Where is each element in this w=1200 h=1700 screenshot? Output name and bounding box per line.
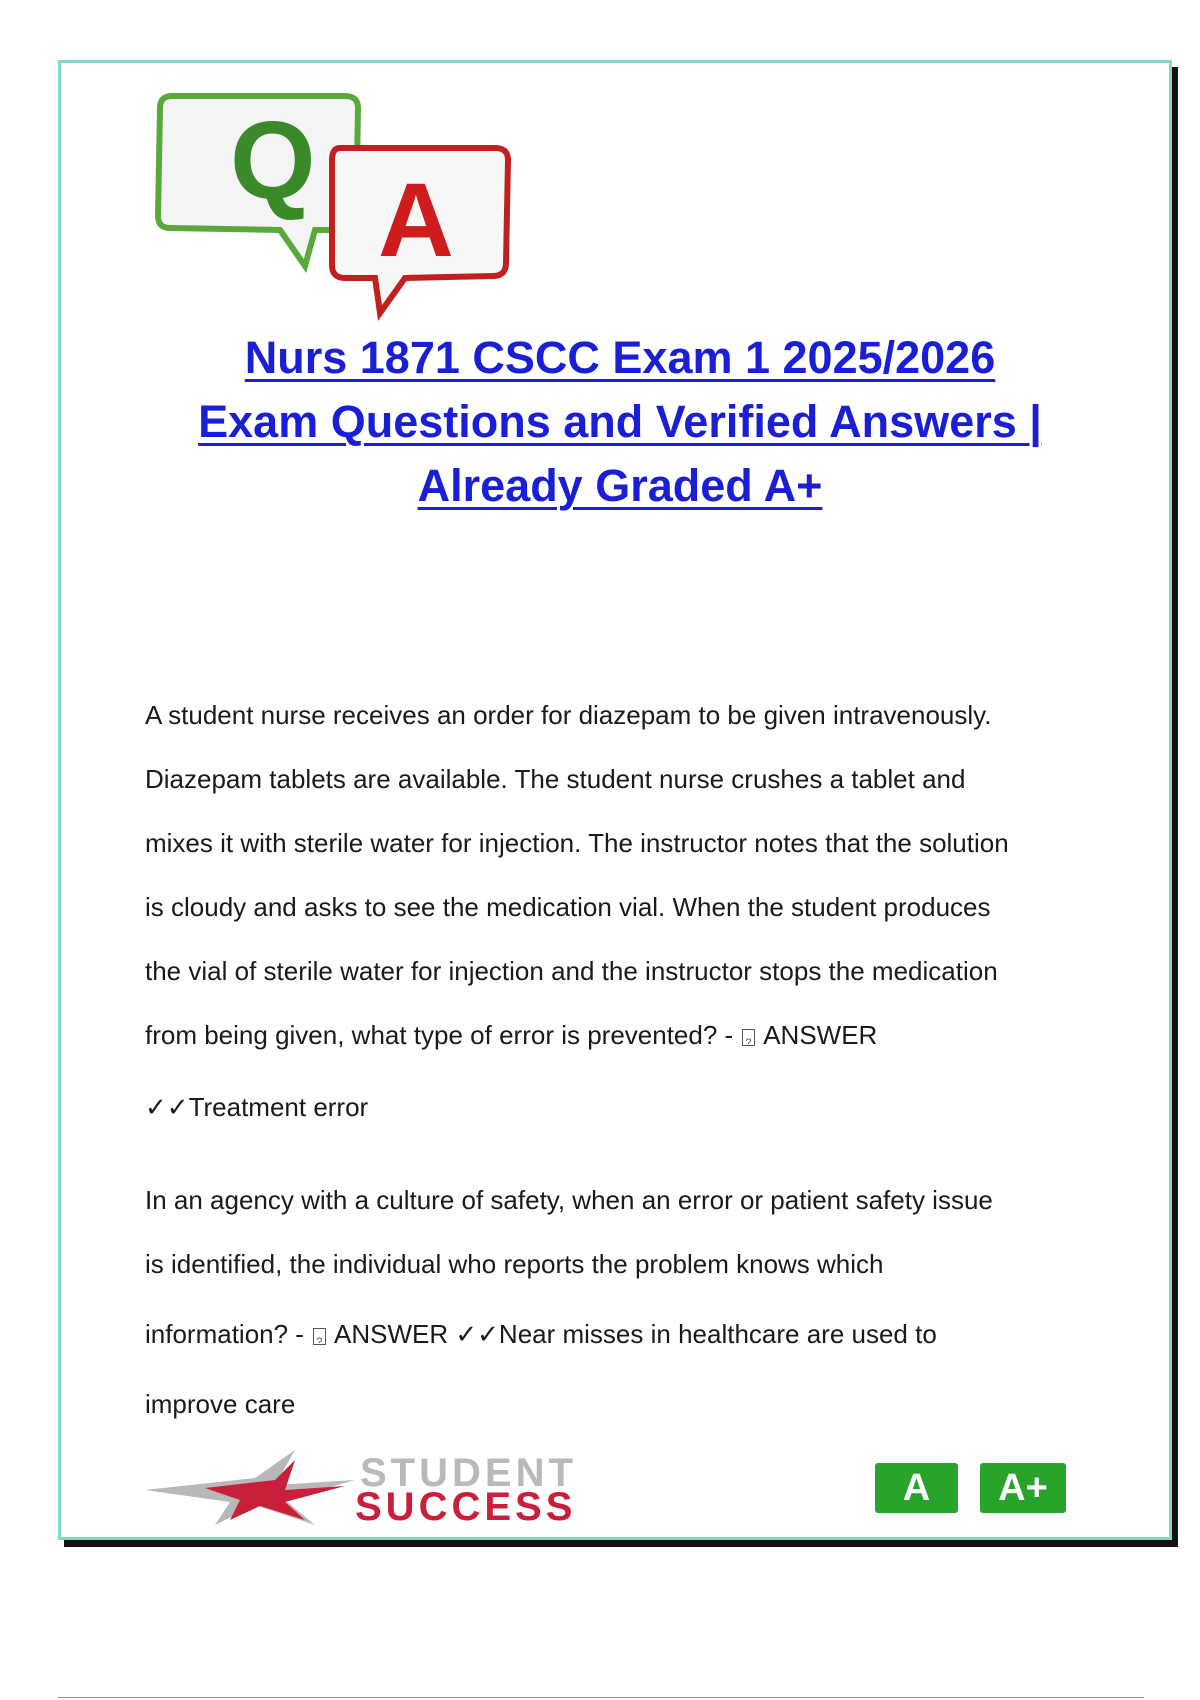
- brand-top: STUDENT: [360, 1451, 577, 1495]
- brand-bottom: SUCCESS: [355, 1485, 577, 1525]
- question-end-text: information? -: [145, 1319, 304, 1349]
- text-line: is identified, the individual who reports the problem knows which: [145, 1249, 884, 1279]
- question-block-2: [145, 1183, 1105, 1451]
- qa-logo: [140, 88, 560, 328]
- text-line: [145, 1018, 1105, 1090]
- text-line: [145, 1317, 1105, 1387]
- answer-text-continued: improve care: [145, 1389, 296, 1419]
- document-title: [130, 326, 1110, 518]
- answer-text: ANSWER ✓✓Near misses in healthcare are used to: [334, 1319, 937, 1349]
- title-line-1[interactable]: Nurs 1871 CSCC Exam 1 2025/2026: [244, 332, 996, 383]
- question-end-text: from being given, what type of error is prevented? -: [145, 1020, 734, 1050]
- text-line: mixes it with sterile water for injection. The instructor notes that the solution: [145, 828, 1009, 858]
- answer-label: ANSWER: [763, 1020, 878, 1050]
- answer-text: ✓✓Treatment error: [145, 1092, 369, 1122]
- text-line: the vial of sterile water for injection and the instructor stops the medication: [145, 956, 998, 986]
- title-line-3[interactable]: Already Graded A+: [417, 460, 823, 511]
- question-block-1: [145, 698, 1105, 1154]
- missing-glyph-icon: [313, 1328, 326, 1345]
- missing-glyph-icon: [742, 1029, 755, 1046]
- text-line: In an agency with a culture of safety, when an error or patient safety issue: [145, 1185, 993, 1215]
- text-line: A student nurse receives an order for diazepam to be given intravenously.: [145, 700, 992, 730]
- text-line: is cloudy and asks to see the medication vial. When the student produces: [145, 892, 991, 922]
- title-line-2[interactable]: Exam Questions and Verified Answers |: [198, 396, 1042, 447]
- a-letter: A: [378, 162, 454, 279]
- q-letter: Q: [230, 99, 316, 222]
- page-bottom-rule: [58, 1697, 1144, 1698]
- grade-badge-a: A: [875, 1463, 958, 1513]
- text-line: Diazepam tablets are available. The student nurse crushes a tablet and: [145, 764, 966, 794]
- grade-badge-aplus: A+: [980, 1463, 1066, 1513]
